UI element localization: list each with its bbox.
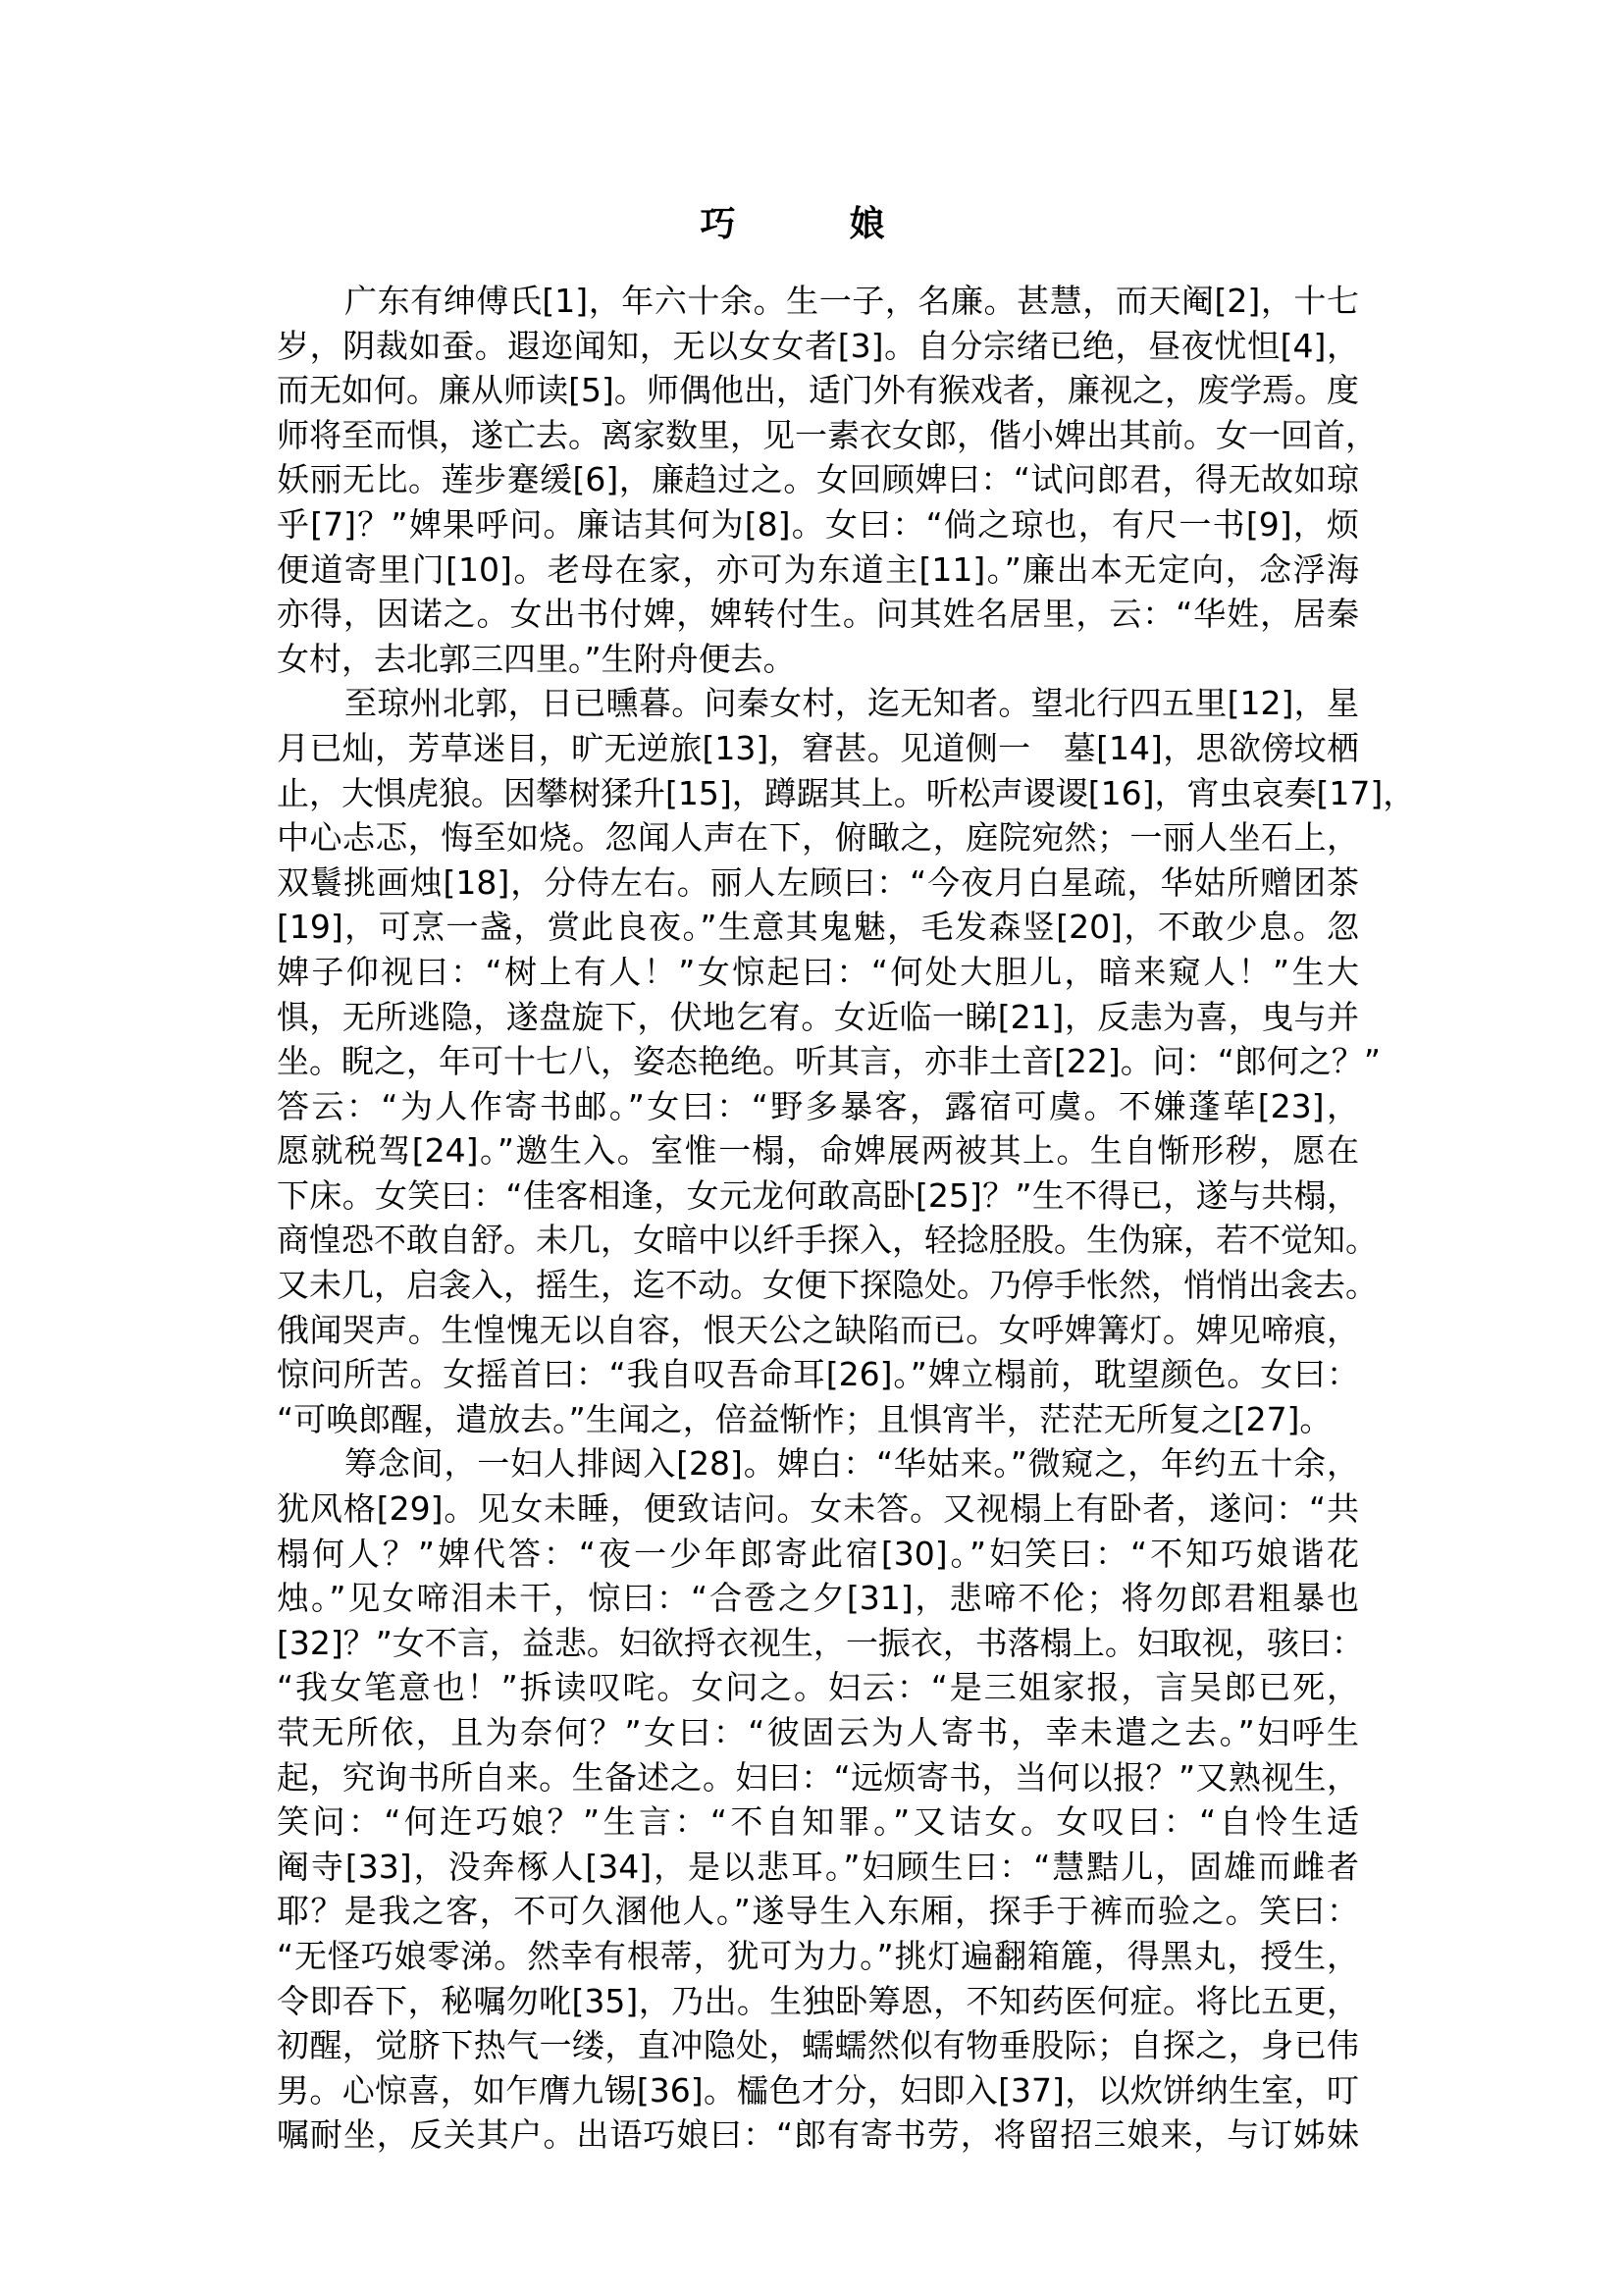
text-line: 嘱耐坐，反关其户。出语巧娘曰：“郎有寄书劳，将留招三娘来，与订姊妹 (277, 2115, 1359, 2155)
page-title: 巧 娘 (700, 204, 924, 244)
text-line: 双鬟挑画烛[18]，分侍左右。丽人左顾曰：“今夜月白星疏，华姑所赠团茶 (277, 862, 1359, 902)
text-line: 商惶恐不敢自舒。未几，女暗中以纤手探入，轻捻胫股。生伪寐，若不觉知。 (277, 1221, 1378, 1260)
text-line: 愿就税驾[24]。”邀生入。室惟一榻，命婢展两被其上。生自惭形秽，愿在 (277, 1131, 1359, 1171)
text-line: 师将至而惧，遂亡去。离家数里，见一素衣女郎，偕小婢出其前。女一回首， (277, 415, 1378, 454)
text-line: 阉寺[33]，没奔椓人[34]，是以悲耳。”妇顾生曰：“慧黠儿，固雄而雌者 (277, 1847, 1359, 1886)
text-line: 烛。”见女啼泪未干，惊曰：“合卺之夕[31]，悲啼不伦；将勿郎君粗暴也 (277, 1579, 1359, 1618)
text-line: 坐。睨之，年可十七八，姿态艳绝。听其言，亦非土音[22]。问：“郎何之？” (277, 1042, 1381, 1081)
text-line: 耶？是我之客，不可久溷他人。”遂导生入东厢，探手于裤而验之。笑曰： (277, 1892, 1359, 1931)
text-line: 乎[7]？”婢果呼问。廉诘其何为[8]。女曰：“倘之琼也，有尺一书[9]，烦 (277, 504, 1359, 544)
text-line: [19]，可烹一盏，赏此良夜。”生意其鬼魅，毛发森竖[20]，不敢少息。忽 (277, 908, 1359, 947)
text-line: 惧，无所逃隐，遂盘旋下，伏地乞宥。女近临一睇[21]，反恚为喜，曳与并 (277, 997, 1359, 1036)
text-line: [32]？”女不言，益悲。妇欲捋衣视生，一振衣，书落榻上。妇取视，骇曰： (277, 1623, 1364, 1662)
text-line: “可唤郎醒，遣放去。”生闻之，倍益惭怍；且惧宵半，茫茫无所复之[27]。 (277, 1399, 1333, 1438)
text-line: 亦得，因诺之。女出书付婢，婢转付生。问其姓名居里，云：“华姓，居秦 (277, 595, 1359, 634)
story-body (277, 279, 1416, 2158)
text-line: 惊问所苦。女摇首曰：“我自叹吾命耳[26]。”婢立榻前，耽望颜色。女曰： (277, 1355, 1359, 1394)
text-line: 广东有绅傅氏[1]，年六十余。生一子，名廉。甚慧，而天阉[2]，十七 (344, 282, 1359, 320)
text-line: 犹风格[29]。见女未睡，便致诘问。女未答。又视榻上有卧者，遂问：“共 (277, 1489, 1359, 1529)
text-line: 婢子仰视曰：“树上有人！”女惊起曰：“何处大胆儿，暗来窥人！”生大 (277, 952, 1359, 991)
text-line: 月已灿，芳草迷目，旷无逆旅[13]，窘甚。见道侧一 墓[14]，思欲傍坟栖 (277, 728, 1359, 767)
text-line: 女村，去北郭三四里。”生附舟便去。 (277, 639, 796, 678)
text-line: “无怪巧娘零涕。然幸有根蒂，犹可为力。”挑灯遍翻箱簏，得黑丸，授生， (277, 1936, 1359, 1975)
text-line: 岁，阴裁如蚕。遐迩闻知，无以女女者[3]。自分宗绪已绝，昼夜忧怛[4]， (277, 326, 1359, 365)
text-line: 妖丽无比。莲步蹇缓[6]，廉趋过之。女回顾婢曰：“试问郎君，得无故如琼 (277, 460, 1359, 499)
text-line: 令即吞下，秘嘱勿吪[35]，乃出。生独卧筹恩，不知药医何症。将比五更， (277, 1981, 1359, 2020)
text-line: 至琼州北郭，日已曛暮。问秦女村，迄无知者。望北行四五里[12]，星 (344, 684, 1359, 723)
text-line: 起，究询书所自来。生备述之。妇曰：“远烦寄书，当何以报？”又熟视生， (277, 1757, 1359, 1797)
text-line: 而无如何。廉从师读[5]。师偶他出，适门外有猴戏者，廉视之，废学焉。度 (277, 371, 1359, 410)
text-line: 便道寄里门[10]。老母在家，亦可为东道主[11]。”廉出本无定向，念浮海 (277, 549, 1359, 589)
text-line: 男。心惊喜，如乍膺九锡[36]。櫺色才分，妇即入[37]，以炊饼纳生室，叮 (277, 2070, 1359, 2110)
text-line: 筹念间，一妇人排闼入[28]。婢白：“华姑来。”微窥之，年约五十余， (344, 1444, 1359, 1484)
text-line: 榻何人？”婢代答：“夜一少年郎寄此宿[30]。”妇笑曰：“不知巧娘谐花 (277, 1534, 1359, 1573)
text-line: 又未几，启衾入，摇生，迄不动。女便下探隐处。乃停手怅然，悄悄出衾去。 (277, 1266, 1378, 1305)
text-line: 中心忐忑，悔至如烧。忽闻人声在下，俯瞰之，庭院宛然；一丽人坐石上， (277, 818, 1359, 858)
text-line: 答云：“为人作寄书邮。”女曰：“野多暴客，露宿可虞。不嫌蓬荜[23]， (277, 1086, 1359, 1125)
text-line: 初醒，觉脐下热气一缕，直冲隐处，蠕蠕然似有物垂股际；自探之，身已伟 (277, 2026, 1359, 2065)
text-line: 止，大惧虎狼。因攀树猱升[15]，蹲踞其上。听松声谡谡[16]，宵虫哀奏[17]， (277, 773, 1416, 812)
text-line: 下床。女笑曰：“佳客相逢，女元龙何敢高卧[25]？”生不得已，遂与共榻， (277, 1175, 1359, 1215)
text-line: 俄闻哭声。生惶愧无以自容，恨天公之缺陷而已。女呼婢篝灯。婢见啼痕， (277, 1310, 1359, 1349)
text-line: 茕无所依，且为奈何？”女曰：“彼固云为人寄书，幸未遣之去。”妇呼生 (277, 1713, 1359, 1751)
text-line: 笑问：“何迕巧娘？”生言：“不自知罪。”又诘女。女叹曰：“自怜生适 (277, 1802, 1359, 1842)
text-line: “我女笔意也！”拆读叹咤。女问之。妇云：“是三姐家报，言吴郎已死， (277, 1668, 1359, 1707)
